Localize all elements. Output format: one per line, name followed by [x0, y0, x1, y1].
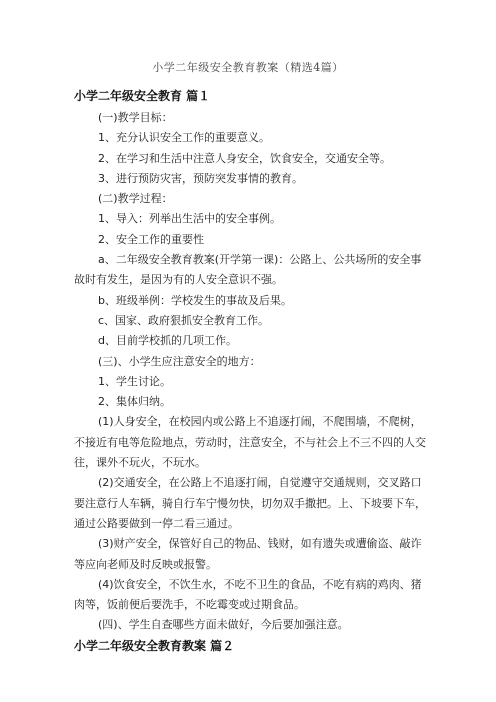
paragraph: (3)财产安全，保管好自己的物品、钱财，如有遗失或遭偷盗、敲诈等应向老师及时反映或报警。 — [74, 537, 422, 571]
paragraph: (二)教学过程： — [98, 192, 173, 206]
paragraph: (一)教学目标： — [98, 111, 173, 124]
paragraph: (三)、小学生应注意安全的地方： — [98, 354, 261, 368]
paragraph: (4)饮食安全，不饮生水，不吃不卫生的食品，不吃有病的鸡肉、猪肉等，饭前便后要洗手，不吃霉变或过期食品。 — [74, 577, 422, 612]
paragraph: 1、学生讨论。 — [98, 374, 171, 388]
document-body — [74, 86, 426, 658]
paragraph: 3、进行预防灾害，预防突发事情的教育。 — [98, 171, 303, 185]
section-heading-2: 小学二年级安全教育教案 篇２ — [74, 638, 235, 653]
paragraph: (2)交通安全，在公路上不追逐打闹，自觉遵守交通规则，交叉路口要注意行人车辆，骑自行车宁慢勿快，切勿双手撒把。上、下坡要下车，通过公路要做到一停二看三通过。 — [74, 476, 426, 530]
paragraph: b、班级举例：学校发生的事故及后果。 — [98, 293, 292, 307]
paragraph: a、二年级安全教育教案(开学第一课)：公路上、公共场所的安全事故时有发生，是因为有的人安全意识不强。 — [74, 253, 422, 287]
paragraph: 2、安全工作的重要性 — [98, 232, 204, 246]
document-title: 小学二年级安全教育教案（精选4篇） — [152, 61, 344, 74]
paragraph: 2、在学习和生活中注意人身安全，饮食安全，交通安全等。 — [98, 151, 391, 165]
paragraph: (1)人身安全，在校园内或公路上不追逐打闹，不爬围墙，不爬树，不接近有电等危险地点，劳动时，注意安全，不与社会上不三不四的人交往，课外不玩火，不玩水。 — [74, 415, 426, 470]
paragraph: 1、充分认识安全工作的重要意义。 — [98, 131, 270, 145]
paragraph: c、国家、政府狠抓安全教育工作。 — [98, 313, 270, 327]
paragraph: (四)、学生自查哪些方面未做好，今后要加强注意。 — [98, 618, 349, 632]
paragraph: d、目前学校抓的几项工作。 — [98, 334, 237, 348]
paragraph: 1、导入：列举出生活中的安全事例。 — [98, 212, 281, 226]
paragraph: 2、集体归纳。 — [98, 395, 171, 409]
section-heading-1: 小学二年级安全教育 篇１ — [74, 89, 211, 103]
